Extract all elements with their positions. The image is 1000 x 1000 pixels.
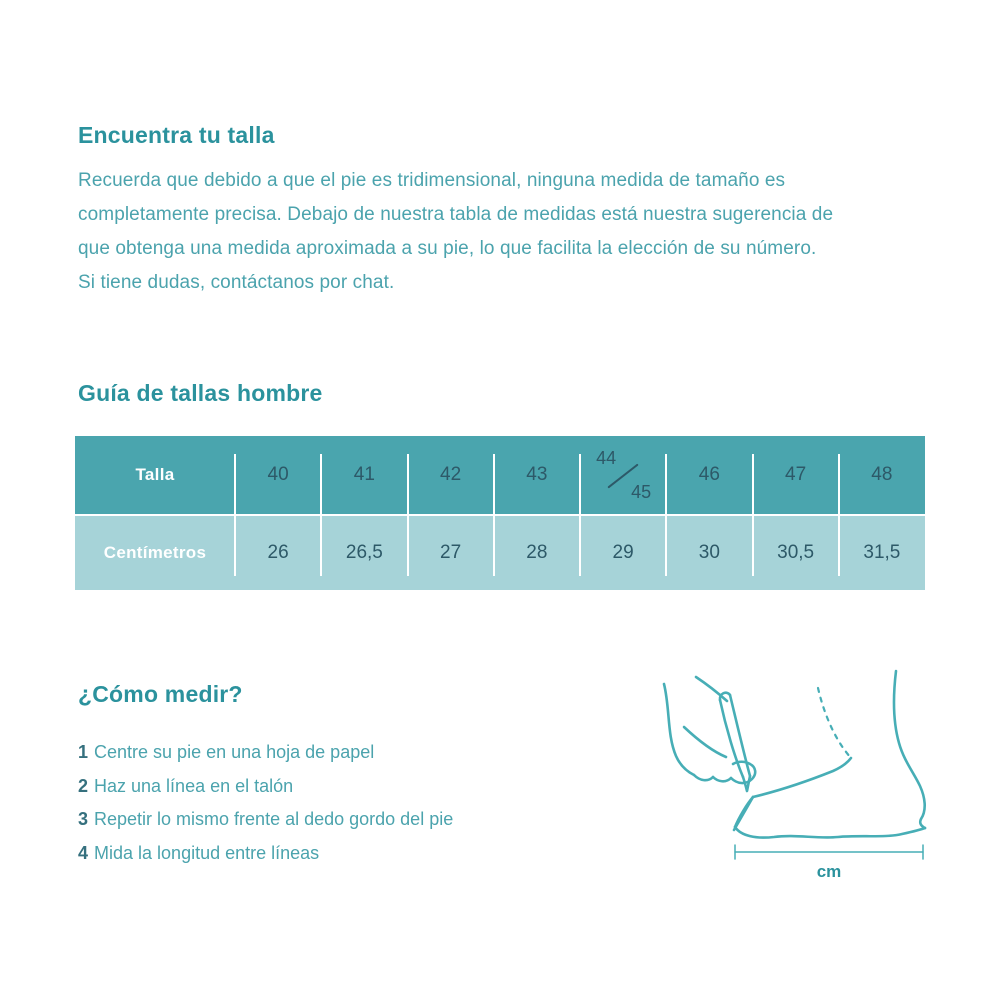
cm-cell: 26 [235,516,321,590]
cm-cell: 29 [580,516,666,590]
step-number: 1 [78,742,89,762]
hand-pencil-icon [664,677,755,791]
row-label-centimetros: Centímetros [75,516,235,590]
step-text: Repetir lo mismo frente al dedo gordo del pie [94,809,454,829]
how-to-measure-heading: ¿Cómo medir? [78,681,243,707]
cm-cell: 26,5 [321,516,407,590]
intro-line: Si tiene dudas, contáctanos por chat. [78,272,395,293]
step-item-4 [78,837,453,871]
measure-steps-list [78,736,453,870]
table-row-sizes [75,436,925,514]
find-size-heading: Encuentra tu talla [78,122,275,148]
size-44-45 [594,447,652,503]
step-number: 2 [78,775,89,796]
step-text: Mida la longitud entre líneas [94,842,320,863]
size-cell: 41 [321,436,407,514]
size-cell: 47 [753,436,839,514]
cm-label: cm [816,862,842,881]
size-cell-split [580,436,666,514]
size-cell: 42 [408,436,494,514]
foot-outline-icon [734,671,925,838]
size-table [75,436,925,590]
cm-cell: 28 [494,516,580,590]
intro-line: Recuerda que debido a que el pie es tridimensional, ninguna medida de tamaño es [78,170,786,191]
foot-measure-illustration [640,650,950,885]
step-item-3 [78,803,453,837]
step-item-2 [78,770,453,804]
size-bottom-value: 45 [631,482,652,502]
step-number: 3 [78,809,89,829]
step-number: 4 [78,842,89,863]
step-item-1 [78,736,453,770]
cm-cell: 31,5 [863,542,901,563]
size-cell: 48 [871,464,893,485]
step-text: Centre su pie en una hoja de papel [94,742,375,762]
table-row-centimeters [75,516,925,590]
size-cell: 43 [494,436,580,514]
cm-cell: 30,5 [753,516,839,590]
intro-line: que obtenga una medida aproximada a su pie, lo que facilita la elección de su número. [78,238,817,259]
intro-paragraph [78,164,958,300]
size-cell: 46 [666,436,752,514]
cm-cell: 30 [666,516,752,590]
intro-line: completamente precisa. Debajo de nuestra tabla de medidas está nuestra sugerencia de [78,204,834,225]
size-guide-heading: Guía de tallas hombre [78,380,323,406]
row-label-talla: Talla [75,436,235,514]
dimension-line [735,845,923,881]
step-text: Haz una línea en el talón [94,775,294,796]
cm-cell: 27 [408,516,494,590]
size-cell: 40 [235,436,321,514]
size-top-value: 44 [596,448,617,468]
